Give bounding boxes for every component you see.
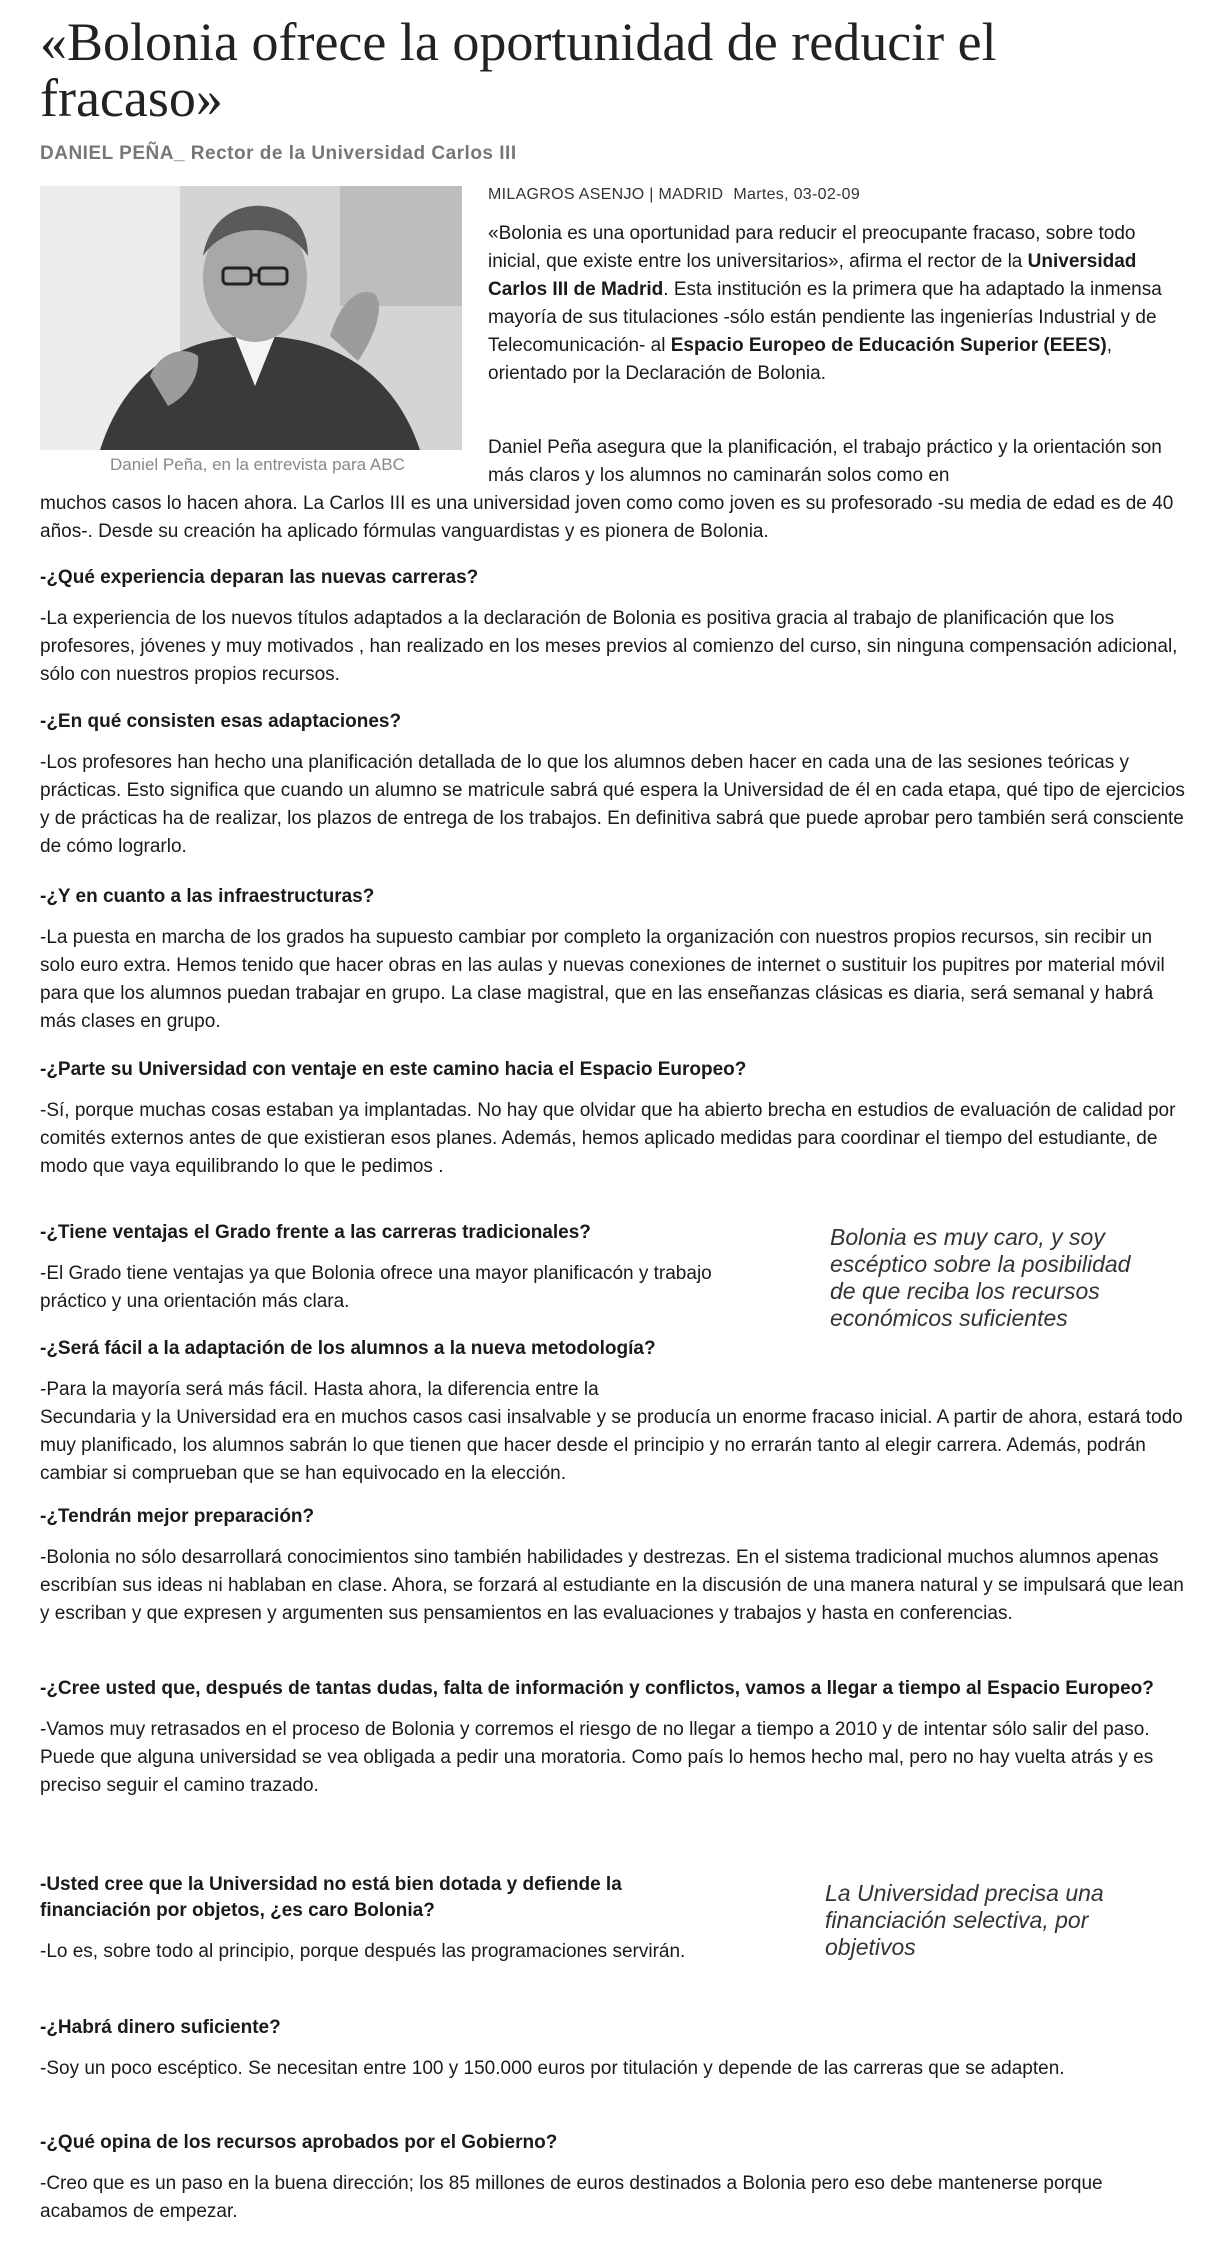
publish-date: Martes, 03-02-09: [733, 186, 861, 203]
pull-quote: Bolonia es muy caro, y soy escéptico sobre la posibilidad de que reciba los recursos económicos suficientes: [830, 1224, 1131, 1331]
qa-block: [40, 1220, 780, 1316]
intro-text-2: . Esta institución es la primera que ha adaptado la inmensa mayoría de sus titulaciones -sólo están pendiente las ingenierías Industrial y de Telecomunicación- al: [488, 279, 1162, 356]
second-paragraph-start: Daniel Peña asegura que la planificación, el trabajo práctico y la orientación son más claros y los alumnos no caminarán solos como en: [488, 437, 1162, 486]
qa-block: [40, 709, 1190, 861]
qa-block: [40, 2015, 1190, 2083]
qa-block: [40, 1676, 1190, 1800]
pull-quote: La Universidad precisa una financiación selectiva, por objetivos: [825, 1880, 1104, 1960]
question: -¿Parte su Universidad con ventaje en este camino hacia el Espacio Europeo?: [40, 1059, 747, 1080]
question: -¿Cree usted que, después de tantas dudas, falta de información y conflictos, vamos a llegar a tiempo al Espacio Europeo?: [40, 1678, 1154, 1699]
answer-line: -Para la mayoría será más fácil. Hasta ahora, la diferencia entre la: [40, 1379, 599, 1400]
answer: -Bolonia no sólo desarrollará conocimientos sino también habilidades y destrezas. En el sistema tradicional muchos alumnos apenas escribían sus ideas ni hablaban en clase. Ahora, se forzará al estudiante en la discusión de una manera natural y se impulsará que lean y escriban y que expresen y argumenten sus pensamientos en las evaluaciones y trabajos y hasta en conferencias.: [40, 1547, 1184, 1624]
qa-block: [40, 565, 1190, 689]
question: -¿En qué consisten esas adaptaciones?: [40, 711, 402, 732]
qa-block: [40, 884, 1190, 1036]
question: -¿Será fácil a la adaptación de los alumnos a la nueva metodología?: [40, 1338, 656, 1359]
intro-text-3: , orientado por la Declaración de Bolonia.: [488, 335, 1113, 384]
author-location: MILAGROS ASENJO | MADRID: [488, 186, 724, 203]
answer: -Soy un poco escéptico. Se necesitan entre 100 y 150.000 euros por titulación y depende de las carreras que se adapten.: [40, 2058, 1065, 2079]
qa-block: [40, 1336, 1190, 1488]
question: -Usted cree que la Universidad no está bien dotada y defiende la financiación por objetos, ¿es caro Bolonia?: [40, 1874, 622, 1921]
qa-block: [40, 1057, 1190, 1181]
qa-block: [40, 1872, 730, 1966]
question: -¿Y en cuanto a las infraestructuras?: [40, 886, 375, 907]
answer: -La puesta en marcha de los grados ha supuesto cambiar por completo la organización con nuestros propios recursos, sin recibir un solo euro extra. Hemos tenido que hacer obras en las aulas y nuevas conexiones de internet o sustituir los pupitres por material móvil para que los alumnos puedan trabajar en grupo. La clase magistral, que en las enseñanzas clásicas es diaria, será semanal y habrá más clases en grupo.: [40, 927, 1165, 1032]
portrait-illustration: [40, 186, 462, 450]
question: -¿Habrá dinero suficiente?: [40, 2017, 281, 2038]
answer: -El Grado tiene ventajas ya que Bolonia ofrece una mayor planificacón y trabajo práctico y una orientación más clara.: [40, 1263, 712, 1312]
intro-bold-1: Universidad Carlos III de Madrid: [488, 251, 1137, 300]
answer: -La experiencia de los nuevos títulos adaptados a la declaración de Bolonia es positiva gracia al trabajo de planificación que los profesores, jóvenes y muy motivados , han realizado en los meses previos al comienzo del curso, sin ninguna compensación adicional, sólo con nuestros propios recursos.: [40, 608, 1178, 685]
answer: -Los profesores han hecho una planificación detallada de lo que los alumnos deben hacer en cada una de las sesiones teóricas y prácticas. Esto significa que cuando un alumno se matricule sabrá qué espera la Universidad de él en cada etapa, qué tipo de ejercicios y de prácticas ha de realizar, los plazos de entrega de los trabajos. En definitiva sabrá que puede aprobar pero también será consciente de cómo lograrlo.: [40, 752, 1185, 857]
question: -¿Qué opina de los recursos aprobados por el Gobierno?: [40, 2132, 558, 2153]
answer: -Creo que es un paso en la buena dirección; los 85 millones de euros destinados a Bolonia pero eso debe mantenerse porque acabamos de empezar.: [40, 2173, 1103, 2222]
qa-block: [40, 2130, 1190, 2226]
intro-paragraph: [488, 220, 1188, 388]
article-headline: «Bolonia ofrece la oportunidad de reducir el fracaso»: [40, 12, 997, 128]
answer: -Vamos muy retrasados en el proceso de Bolonia y corremos el riesgo de no llegar a tiempo a 2010 y de intentar sólo salir del paso. Puede que alguna universidad se vea obligada a pedir una moratoria. Como país lo hemos hecho mal, pero no hay vuelta atrás y es preciso seguir el camino trazado.: [40, 1719, 1154, 1796]
question: -¿Qué experiencia deparan las nuevas carreras?: [40, 567, 479, 588]
intro-text-1: «Bolonia es una oportunidad para reducir el preocupante fracaso, sobre todo inicial, que existe entre los universitarios», afirma el rector de la: [488, 223, 1136, 272]
qa-block: [40, 1504, 1190, 1628]
second-paragraph-end: muchos casos lo hacen ahora. La Carlos III es una universidad joven como como joven es su profesorado -su media de edad es de 40 años-. Desde su creación ha aplicado fórmulas vanguardistas y es pionera de Bolonia.: [40, 493, 1174, 542]
photo-caption: Daniel Peña, en la entrevista para ABC: [110, 455, 405, 474]
answer: -Sí, porque muchas cosas estaban ya implantadas. No hay que olvidar que ha abierto brecha en estudios de evaluación de calidad por comités externos antes de que existieran esos planes. Además, hemos aplicado medidas para coordinar el tiempo del estudiante, de modo que vaya equilibrando lo que le pedimos .: [40, 1100, 1176, 1177]
intro-bold-2: Espacio Europeo de Educación Superior (EEES): [670, 335, 1107, 356]
article-meta: [488, 186, 860, 204]
question: -¿Tendrán mejor preparación?: [40, 1506, 315, 1527]
interview-photo: [40, 186, 462, 450]
article-byline: DANIEL PEÑA_ Rector de la Universidad Carlos III: [40, 143, 517, 164]
answer: -Lo es, sobre todo al principio, porque después las programaciones servirán.: [40, 1941, 686, 1962]
question: -¿Tiene ventajas el Grado frente a las carreras tradicionales?: [40, 1222, 591, 1243]
answer: Secundaria y la Universidad era en muchos casos casi insalvable y se producía un enorme fracaso inicial. A partir de ahora, estará todo muy planificado, los alumnos sabrán lo que tienen que hacer desde el principio y no errarán tanto al elegir carrera. Además, podrán cambiar si comprueban que se han equivocado en la elección.: [40, 1407, 1183, 1484]
